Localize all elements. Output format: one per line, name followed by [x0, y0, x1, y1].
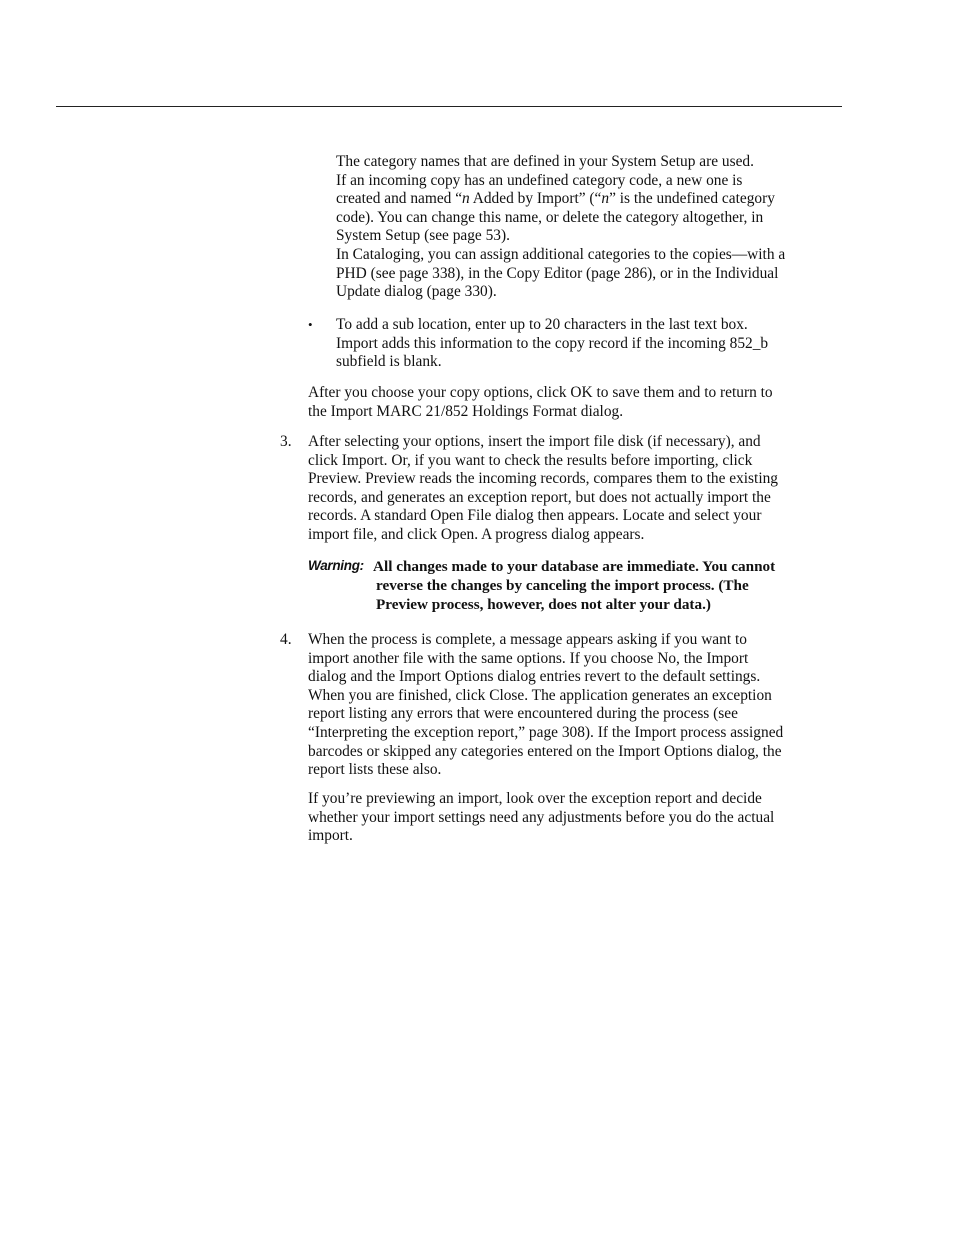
text-line: Preview. Preview reads the incoming records, compares them to the existing	[308, 470, 778, 488]
text-line: records, and generates an exception report, but does not actually import the	[308, 488, 771, 506]
text-line: import.	[308, 827, 353, 845]
text-line: When the process is complete, a message appears asking if you want to	[308, 631, 747, 648]
text-line: In Cataloging, you can assign additional categories to the copies—with a	[336, 245, 786, 263]
text-line: If an incoming copy has an undefined category code, a new one is	[336, 171, 743, 189]
variable-n: n	[601, 190, 610, 208]
text-line: Update dialog (page 330).	[336, 283, 497, 301]
text-line: dialog and the Import Options dialog entries revert to the default settings.	[308, 668, 761, 686]
header-rule	[56, 106, 842, 107]
text-line: report lists these also.	[308, 761, 442, 779]
text-line: After you choose your copy options, click OK to save them and to return to	[308, 384, 773, 401]
text-line: Preview process, however, does not alter your data.)	[376, 596, 711, 613]
step-number: 3.	[280, 433, 292, 450]
text-line: The category names that are defined in your System Setup are used.	[336, 153, 754, 170]
text-line: When you are finished, click Close. The application generates an exception	[308, 686, 772, 704]
step-number: 4.	[280, 631, 292, 648]
text-line: System Setup (see page 53).	[336, 227, 510, 245]
text-line: code). You can change this name, or delete the category altogether, in	[336, 208, 764, 226]
text-line: reverse the changes by canceling the import process. (The	[376, 577, 749, 594]
text-line: All changes made to your database are immediate. You cannot	[373, 558, 776, 575]
text-line: Import adds this information to the copy record if the incoming 852_b	[336, 334, 769, 352]
category-paragraph	[336, 153, 785, 302]
warning-text	[373, 557, 775, 614]
text-line: import file, and click Open. A progress dialog appears.	[308, 525, 645, 543]
text-line: If you’re previewing an import, look over the exception report and decide	[308, 790, 762, 807]
preview-note-paragraph	[308, 790, 774, 846]
text-line: created and named “n Added by Import” (“n” is the undefined category	[336, 190, 775, 208]
text-line: subfield is blank.	[336, 353, 442, 371]
text-line: barcodes or skipped any categories entered on the Import Options dialog, the	[308, 742, 782, 760]
step4-paragraph	[308, 631, 783, 780]
text-line: To add a sub location, enter up to 20 characters in the last text box.	[336, 316, 748, 333]
text-line: records. A standard Open File dialog then appears. Locate and select your	[308, 507, 762, 525]
warning-label: Warning:	[308, 558, 364, 573]
text-line: import another file with the same options. If you choose No, the Import	[308, 649, 749, 667]
sub-location-paragraph	[336, 316, 768, 372]
text-line: “Interpreting the exception report,” page 308). If the Import process assigned	[308, 723, 784, 741]
variable-n: n	[462, 190, 470, 208]
bullet-marker: •	[308, 317, 313, 332]
text-line: the Import MARC 21/852 Holdings Format dialog.	[308, 402, 624, 420]
after-copy-options-paragraph	[308, 384, 773, 421]
step3-paragraph	[308, 433, 778, 545]
text-line: click Import. Or, if you want to check the results before importing, click	[308, 451, 753, 469]
text-line: report listing any errors that were encountered during the process (see	[308, 705, 738, 723]
text-line: After selecting your options, insert the import file disk (if necessary), and	[308, 433, 761, 450]
text-line: PHD (see page 338), in the Copy Editor (page 286), or in the Individual	[336, 264, 779, 282]
text-line: whether your import settings need any adjustments before you do the actual	[308, 808, 775, 826]
